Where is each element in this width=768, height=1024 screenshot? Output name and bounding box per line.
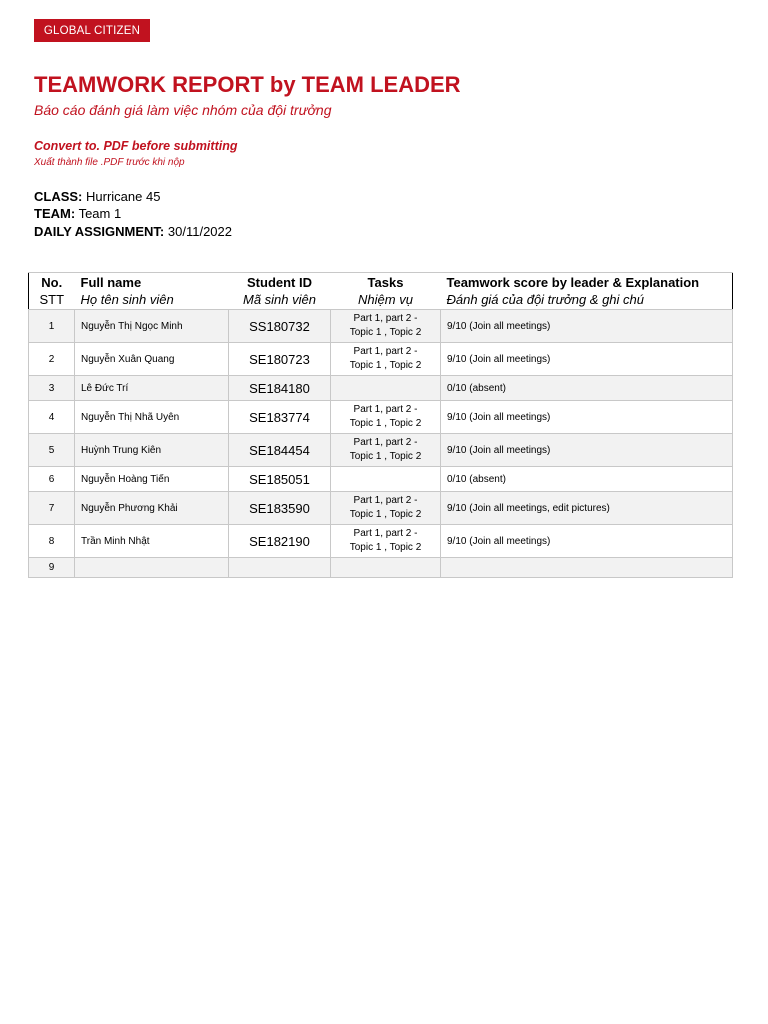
row-name: Nguyễn Thị Nhã Uyên: [75, 401, 229, 434]
table-row: [29, 467, 733, 492]
row-tasks: Part 1, part 2 - Topic 1 , Topic 2: [331, 525, 441, 558]
row-student-id: SE180723: [229, 343, 331, 376]
row-score: [441, 558, 733, 578]
daily-value: 30/11/2022: [167, 224, 232, 239]
report-title: TEAMWORK REPORT by TEAM LEADER: [34, 72, 461, 97]
row-score: 9/10 (Join all meetings): [441, 310, 733, 343]
row-student-id: SE185051: [229, 467, 331, 492]
row-tasks: [331, 558, 441, 578]
row-tasks: Part 1, part 2 - Topic 1 , Topic 2: [331, 401, 441, 434]
row-tasks: [331, 467, 441, 492]
row-tasks: Part 1, part 2 - Topic 1 , Topic 2: [331, 343, 441, 376]
row-student-id: SE183590: [229, 492, 331, 525]
row-score: 0/10 (absent): [441, 376, 733, 401]
table-row: [29, 310, 733, 343]
header-tasks: Tasks Nhiệm vụ: [331, 273, 441, 310]
report-subtitle: Báo cáo đánh giá làm việc nhóm của đội trưởng: [34, 102, 332, 118]
table-row: [29, 558, 733, 578]
row-no: 3: [29, 376, 75, 401]
row-student-id: SE183774: [229, 401, 331, 434]
row-score: 9/10 (Join all meetings): [441, 401, 733, 434]
table-row: [29, 525, 733, 558]
row-name: Trần Minh Nhật: [75, 525, 229, 558]
class-info: [34, 189, 160, 204]
table-row: [29, 492, 733, 525]
convert-note-vn: Xuất thành file .PDF trước khi nộp: [34, 157, 185, 168]
table-row: [29, 401, 733, 434]
header-score: Teamwork score by leader & Explanation Đánh giá của đội trưởng & ghi chú: [441, 273, 733, 310]
row-tasks: Part 1, part 2 - Topic 1 , Topic 2: [331, 310, 441, 343]
row-name: Huỳnh Trung Kiên: [75, 434, 229, 467]
team-label: TEAM:: [34, 206, 76, 221]
row-no: 2: [29, 343, 75, 376]
daily-assignment-info: [34, 224, 232, 239]
row-no: 9: [29, 558, 75, 578]
row-no: 7: [29, 492, 75, 525]
row-score: 9/10 (Join all meetings): [441, 343, 733, 376]
row-score: 9/10 (Join all meetings): [441, 434, 733, 467]
global-citizen-logo: GLOBAL CITIZEN: [34, 19, 150, 42]
header-student-id: Student ID Mã sinh viên: [229, 273, 331, 310]
row-name: Nguyễn Thị Ngọc Minh: [75, 310, 229, 343]
row-tasks: [331, 376, 441, 401]
class-label: CLASS:: [34, 189, 83, 204]
row-no: 5: [29, 434, 75, 467]
convert-note: Convert to. PDF before submitting: [34, 139, 238, 153]
row-name: Nguyễn Xuân Quang: [75, 343, 229, 376]
row-no: 8: [29, 525, 75, 558]
row-student-id: [229, 558, 331, 578]
row-no: 6: [29, 467, 75, 492]
header-full-name: Full name Họ tên sinh viên: [75, 273, 229, 310]
table-row: [29, 434, 733, 467]
team-info: [34, 206, 121, 221]
row-no: 4: [29, 401, 75, 434]
teamwork-table: [28, 272, 733, 578]
row-score: 0/10 (absent): [441, 467, 733, 492]
table-row: [29, 343, 733, 376]
row-student-id: SE182190: [229, 525, 331, 558]
header-no: No. STT: [29, 273, 75, 310]
row-name: Lê Đức Trí: [75, 376, 229, 401]
row-name: Nguyễn Hoàng Tiến: [75, 467, 229, 492]
row-tasks: Part 1, part 2 - Topic 1 , Topic 2: [331, 492, 441, 525]
row-student-id: SE184180: [229, 376, 331, 401]
row-no: 1: [29, 310, 75, 343]
row-tasks: Part 1, part 2 - Topic 1 , Topic 2: [331, 434, 441, 467]
daily-label: DAILY ASSIGNMENT:: [34, 224, 165, 239]
team-value: Team 1: [78, 206, 122, 221]
row-score: 9/10 (Join all meetings, edit pictures): [441, 492, 733, 525]
row-name: [75, 558, 229, 578]
row-name: Nguyễn Phương Khải: [75, 492, 229, 525]
table-header-row: [29, 273, 733, 310]
row-student-id: SS180732: [229, 310, 331, 343]
table-row: [29, 376, 733, 401]
row-student-id: SE184454: [229, 434, 331, 467]
row-score: 9/10 (Join all meetings): [441, 525, 733, 558]
class-value: Hurricane 45: [86, 189, 161, 204]
